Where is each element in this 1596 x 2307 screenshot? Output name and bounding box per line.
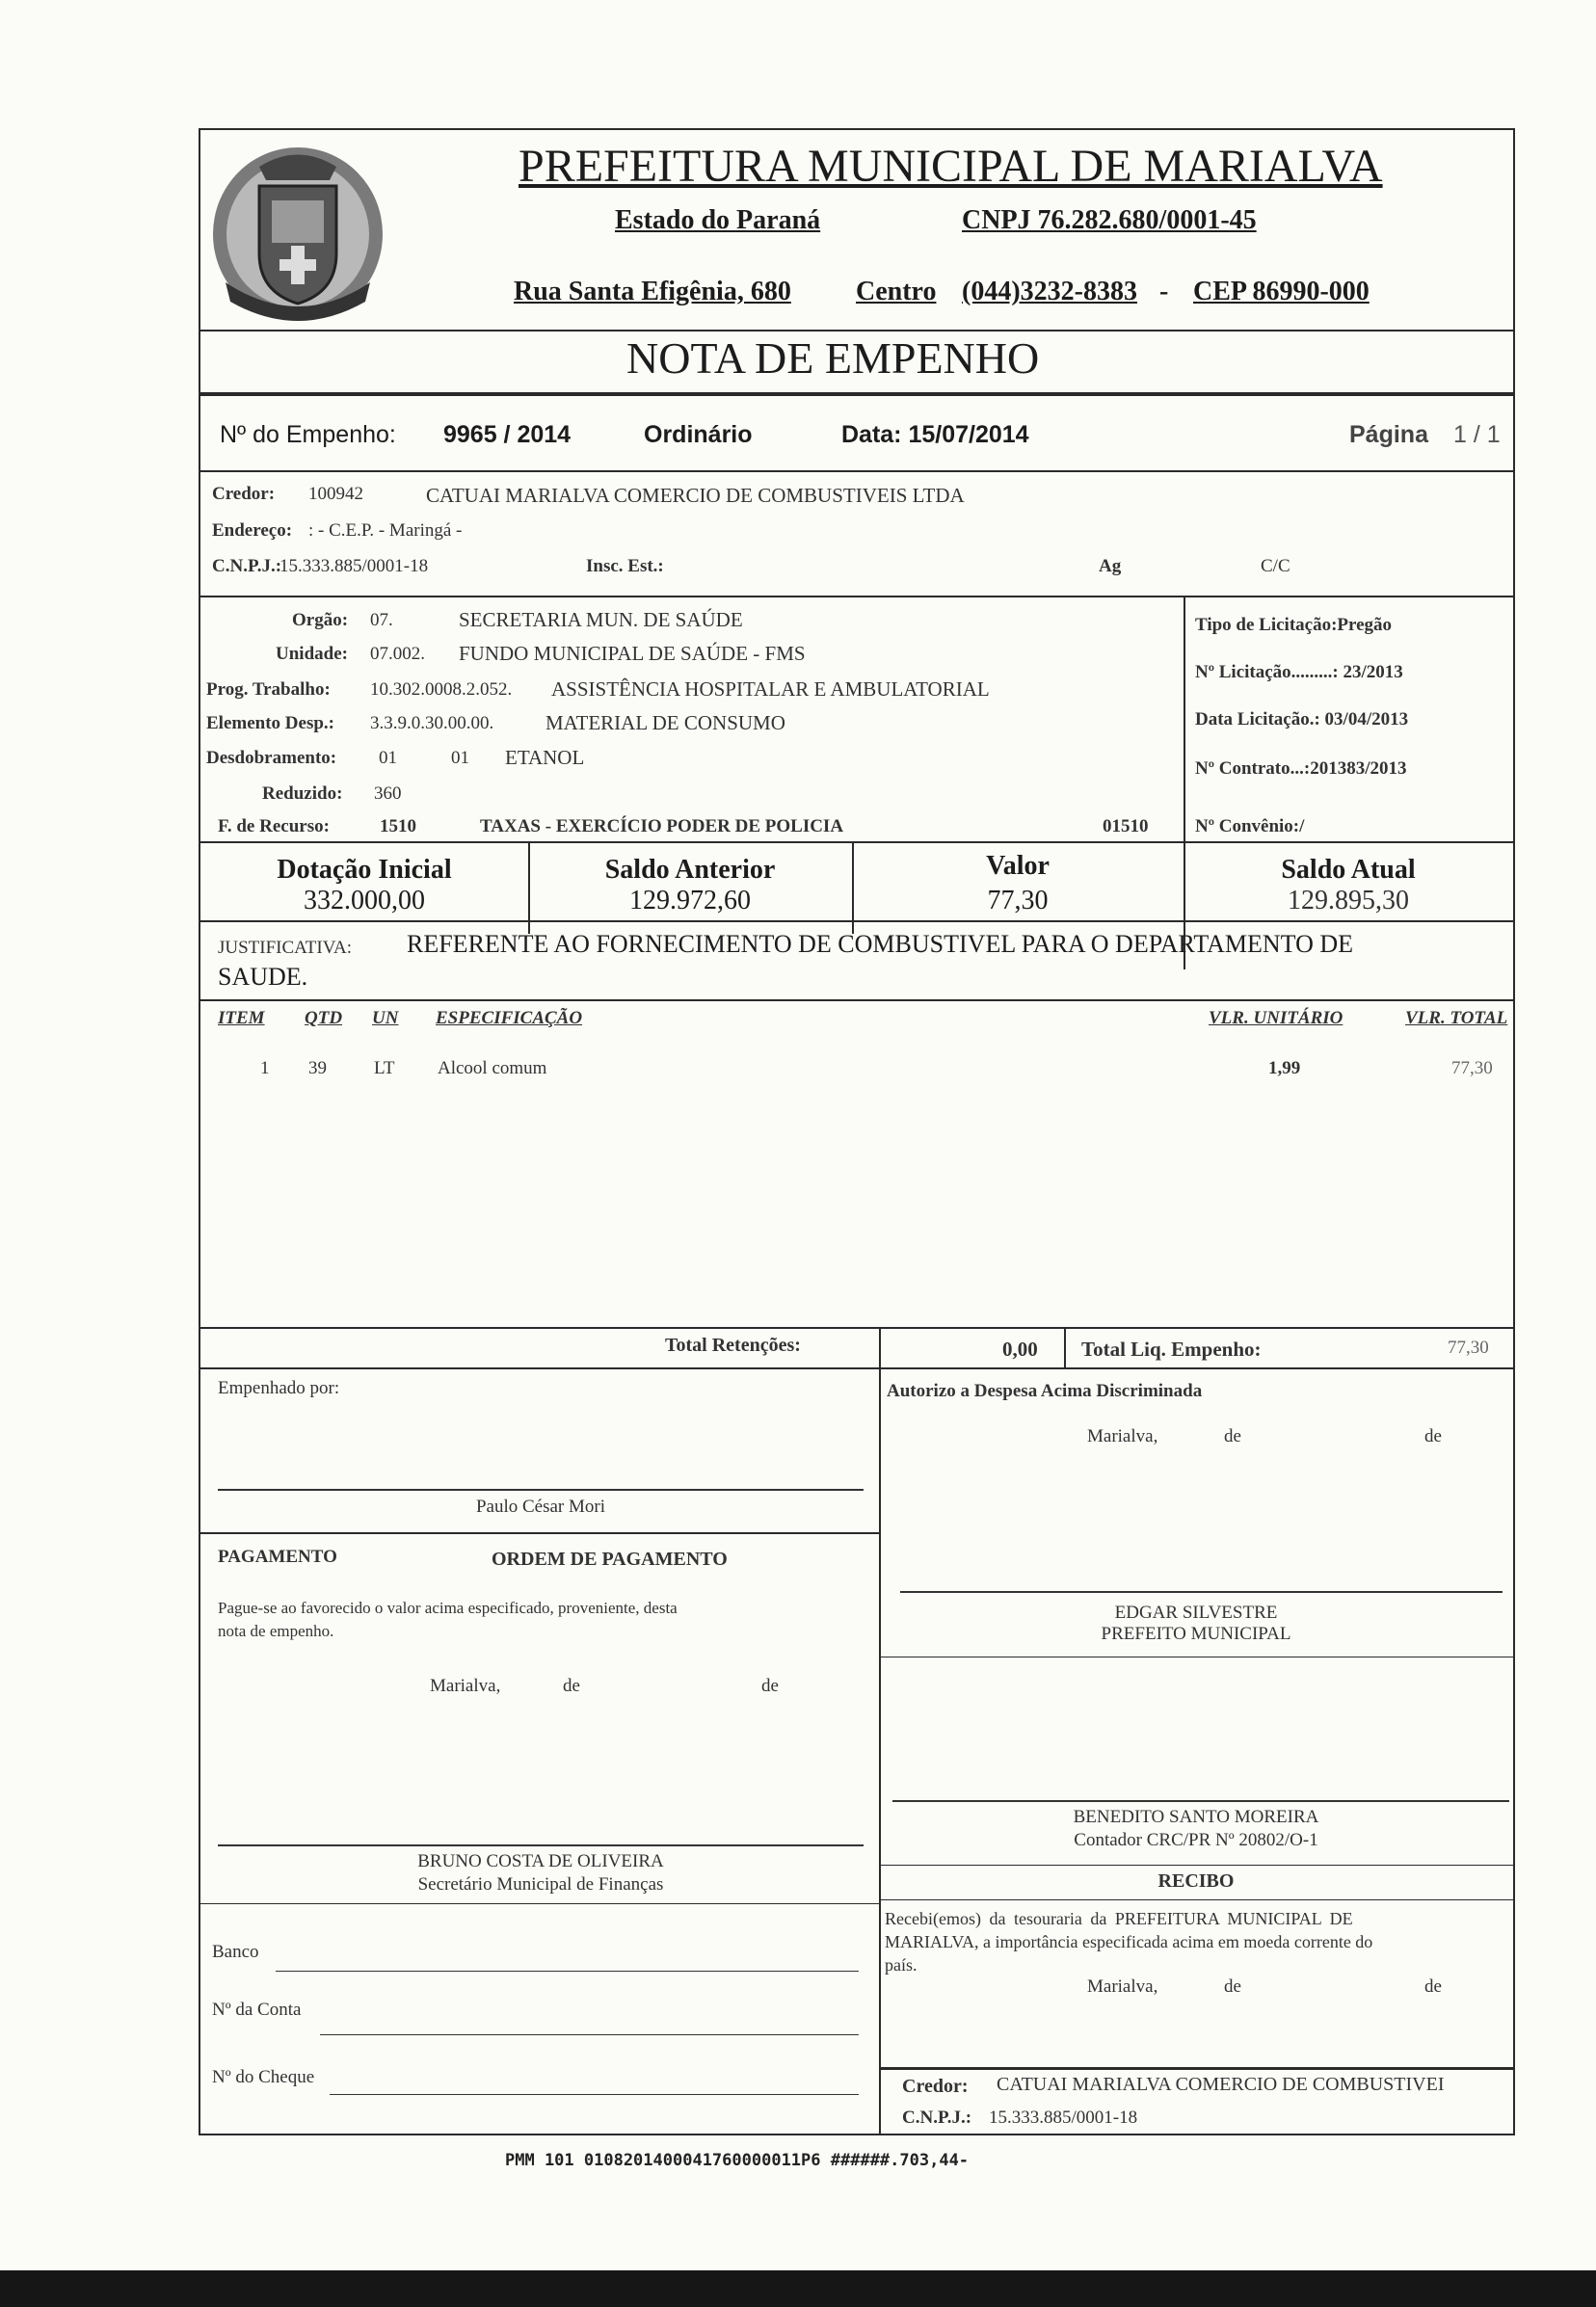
desdobramento-name: ETANOL [505, 746, 585, 769]
pagamento-label: PAGAMENTO [218, 1547, 337, 1567]
recibo-cnpj-value: 15.333.885/0001-18 [989, 2108, 1138, 2128]
pague-line-2: nota de empenho. [218, 1622, 334, 1640]
prog-trabalho-label: Prog. Trabalho: [206, 679, 331, 700]
empenho-date: Data: 15/07/2014 [841, 421, 1029, 448]
justificativa-label: JUSTIFICATIVA: [218, 938, 353, 958]
elemento-name: MATERIAL DE CONSUMO [545, 711, 785, 734]
banco-label: Banco [212, 1942, 259, 1962]
divider [200, 470, 1513, 472]
cheque-line [330, 2094, 859, 2095]
justificativa-line-1: REFERENTE AO FORNECIMENTO DE COMBUSTIVEL PARA O DEPARTAMENTO DE [407, 930, 1354, 958]
divider [200, 1327, 1513, 1329]
saldo-atual-value: 129.895,30 [1288, 886, 1409, 915]
street-address: Rua Santa Efigênia, 680 [514, 277, 791, 306]
unidade-code: 07.002. [370, 644, 425, 664]
autorizo-de-1: de [1224, 1426, 1241, 1446]
divider [200, 596, 1513, 597]
item-total-value: 77,30 [1451, 1058, 1493, 1078]
pagamento-city: Marialva, [430, 1676, 501, 1696]
divider [200, 1903, 879, 1904]
recurso-name: TAXAS - EXERCÍCIO PODER DE POLICIA [480, 816, 844, 836]
municipality-cnpj: CNPJ 76.282.680/0001-45 [962, 205, 1257, 235]
empenhado-label: Empenhado por: [218, 1378, 340, 1398]
divider [200, 392, 1513, 396]
licitacao-number: Nº Licitação.........: 23/2013 [1195, 662, 1403, 682]
item-qtd: 39 [308, 1058, 327, 1078]
col-especificacao: ESPECIFICAÇÃO [436, 1008, 583, 1028]
banco-line [276, 1971, 859, 1972]
contador-name: BENEDITO SANTO MOREIRA [1073, 1807, 1319, 1827]
recibo-line-1: Recebi(emos) da tesouraria da PREFEITURA MUNICIPAL DE [885, 1909, 1353, 1928]
divider [879, 2067, 1513, 2070]
autorizo-de-2: de [1424, 1426, 1442, 1446]
divider [1064, 1327, 1066, 1367]
convenio-number: Nº Convênio:/ [1195, 816, 1305, 836]
autorizo-text: Autorizo a Despesa Acima Discriminada [887, 1381, 1203, 1401]
credor-code: 100942 [308, 484, 363, 504]
signature-line [892, 1800, 1509, 1802]
col-un: UN [372, 1008, 399, 1028]
unidade-label: Unidade: [276, 644, 348, 664]
divider [200, 1367, 1513, 1369]
recibo-cnpj-label: C.N.P.J.: [902, 2108, 972, 2128]
col-vlr-unitario: VLR. UNITÁRIO [1209, 1008, 1343, 1028]
prog-trabalho-name: ASSISTÊNCIA HOSPITALAR E AMBULATORIAL [551, 677, 990, 701]
pague-line-1: Pague-se ao favorecido o valor acima especificado, proveniente, desta [218, 1599, 678, 1617]
agency-label: Ag [1099, 556, 1122, 576]
conta-line [320, 2034, 859, 2035]
scan-edge [0, 2270, 1596, 2307]
recurso-code: 1510 [380, 816, 416, 836]
recibo-line-3: país. [885, 1955, 918, 1975]
separator-dash: - [1159, 277, 1169, 306]
desdobramento-a: 01 [379, 748, 397, 768]
elemento-code: 3.3.9.0.30.00.00. [370, 713, 494, 733]
reduzido-label: Reduzido: [262, 783, 343, 804]
ordem-pagamento-label: ORDEM DE PAGAMENTO [492, 1549, 728, 1570]
orgao-code: 07. [370, 610, 393, 630]
licitacao-date: Data Licitação.: 03/04/2013 [1195, 709, 1409, 729]
district: Centro [856, 277, 937, 306]
dotacao-inicial-value: 332.000,00 [304, 886, 425, 915]
address-value: : - C.E.P. - Maringá - [308, 520, 463, 541]
liquido-value: 77,30 [1448, 1338, 1489, 1358]
autorizo-city: Marialva, [1087, 1426, 1158, 1446]
retencoes-value: 0,00 [1002, 1338, 1038, 1361]
item-number: 1 [260, 1058, 270, 1078]
address-label: Endereço: [212, 520, 293, 541]
reduzido-value: 360 [374, 783, 402, 804]
cep: CEP 86990-000 [1193, 277, 1370, 306]
divider [879, 1327, 881, 1367]
saldo-anterior-label: Saldo Anterior [604, 855, 776, 885]
coat-of-arms-icon [206, 138, 389, 331]
credor-label: Credor: [212, 484, 276, 504]
valor-label: Valor [986, 851, 1050, 881]
recibo-line-2: MARIALVA, a importância especificada acima em moeda corrente do [885, 1932, 1373, 1951]
prog-trabalho-code: 10.302.0008.2.052. [370, 679, 513, 700]
document-title: NOTA DE EMPENHO [626, 333, 1040, 383]
phone: (044)3232-8383 [962, 277, 1137, 306]
page-value: 1 / 1 [1453, 421, 1501, 448]
saldo-atual-label: Saldo Atual [1281, 855, 1416, 885]
recibo-credor-label: Credor: [902, 2076, 969, 2097]
state-name: Estado do Paraná [615, 205, 821, 235]
signature-line [900, 1591, 1503, 1593]
unidade-name: FUNDO MUNICIPAL DE SAÚDE - FMS [459, 642, 806, 665]
page-label: Página [1349, 421, 1428, 448]
secretario-role: Secretário Municipal de Finanças [417, 1874, 664, 1895]
conta-label: Nº da Conta [212, 2000, 302, 2020]
recibo-credor-name: CATUAI MARIALVA COMERCIO DE COMBUSTIVEI [997, 2074, 1445, 2095]
recurso-label: F. de Recurso: [218, 816, 330, 836]
divider [879, 1865, 1513, 1866]
divider [200, 841, 1513, 843]
licitacao-type: Tipo de Licitação:Pregão [1195, 615, 1393, 635]
retencoes-label: Total Retenções: [665, 1335, 801, 1356]
contador-role: Contador CRC/PR Nº 20802/O-1 [1074, 1830, 1318, 1850]
dotacao-inicial-label: Dotação Inicial [277, 855, 452, 885]
saldo-anterior-value: 129.972,60 [629, 886, 751, 915]
divider [200, 330, 1513, 331]
recurso-tail: 01510 [1103, 816, 1149, 836]
recibo-de-2: de [1424, 1976, 1442, 1997]
recibo-de-1: de [1224, 1976, 1241, 1997]
cheque-label: Nº do Cheque [212, 2067, 315, 2087]
divider [200, 1532, 879, 1534]
empenho-number: 9965 / 2014 [443, 421, 572, 448]
justificativa-line-2: SAUDE. [218, 963, 308, 991]
signature-line [218, 1844, 864, 1846]
orgao-name: SECRETARIA MUN. DE SAÚDE [459, 608, 743, 631]
col-vlr-total: VLR. TOTAL [1405, 1008, 1508, 1028]
empenho-label: Nº do Empenho: [220, 421, 396, 448]
municipality-title: PREFEITURA MUNICIPAL DE MARIALVA [519, 141, 1383, 192]
item-un: LT [374, 1058, 395, 1078]
pagamento-de-2: de [761, 1676, 779, 1696]
desdobramento-b: 01 [451, 748, 469, 768]
desdobramento-label: Desdobramento: [206, 748, 337, 768]
nota-de-empenho-form [199, 128, 1515, 2135]
payment-code: PMM 101 0108201400041760000011P6 ######.703,44- [505, 2151, 970, 2170]
orgao-label: Orgão: [292, 610, 349, 630]
credor-name: CATUAI MARIALVA COMERCIO DE COMBUSTIVEIS LTDA [426, 484, 965, 507]
prefeito-name: EDGAR SILVESTRE [1114, 1603, 1278, 1623]
cnpj-value: 15.333.885/0001-18 [279, 556, 429, 576]
item-spec: Alcool comum [438, 1058, 547, 1078]
col-item: ITEM [218, 1008, 265, 1028]
signature-line [218, 1489, 864, 1491]
divider [200, 999, 1513, 1001]
elemento-label: Elemento Desp.: [206, 713, 334, 733]
contract-number: Nº Contrato...:201383/2013 [1195, 758, 1407, 779]
item-unit-value: 1,99 [1268, 1058, 1301, 1078]
insc-est-label: Insc. Est.: [586, 556, 664, 576]
col-qtd: QTD [305, 1008, 343, 1028]
secretario-name: BRUNO COSTA DE OLIVEIRA [417, 1851, 664, 1871]
divider [200, 920, 1513, 922]
valor-value: 77,30 [987, 886, 1049, 915]
divider [879, 1367, 881, 2135]
liquido-label: Total Liq. Empenho: [1081, 1338, 1262, 1361]
recibo-city: Marialva, [1087, 1976, 1158, 1997]
recibo-label: RECIBO [1157, 1870, 1235, 1892]
empenhado-name: Paulo César Mori [475, 1497, 606, 1517]
cnpj-label: C.N.P.J.: [212, 556, 282, 576]
pagamento-de-1: de [563, 1676, 580, 1696]
divider [879, 1899, 1513, 1900]
account-label: C/C [1261, 556, 1290, 576]
empenho-type: Ordinário [644, 421, 753, 448]
prefeito-role: PREFEITO MUNICIPAL [1101, 1624, 1291, 1644]
